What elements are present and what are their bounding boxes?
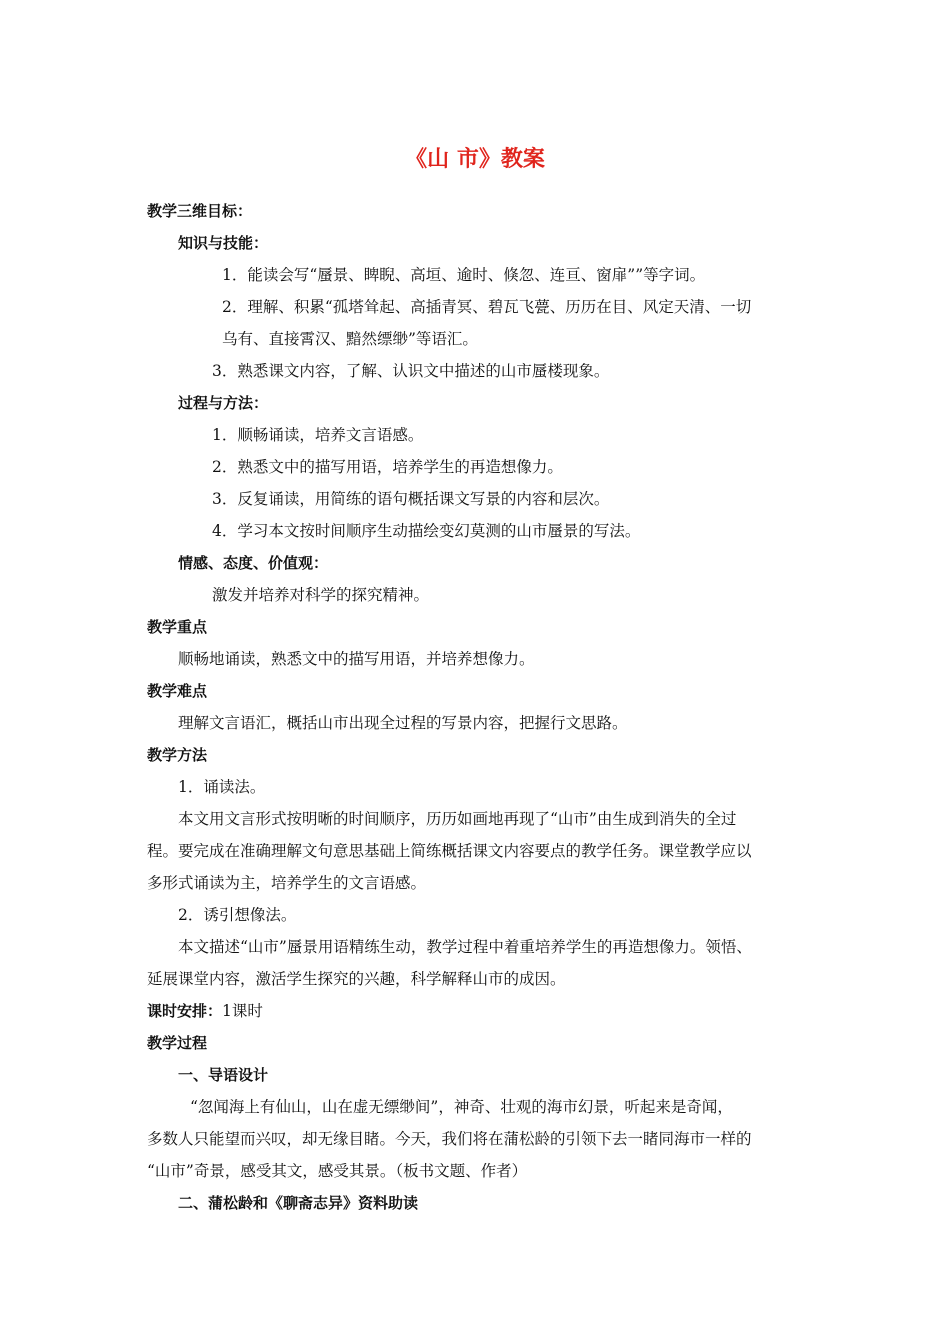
knowledge-item-3: 3．熟悉课文内容，了解、认识文中描述的山市蜃楼现象。	[212, 362, 610, 380]
method-2: 2．诱引想像法。	[178, 906, 297, 924]
intro-para-line-2: 多数人只能望而兴叹，却无缘目睹。今天，我们将在蒲松龄的引领下去一睹同海市一样的	[147, 1130, 752, 1148]
method-2-para-line-2: 延展课堂内容，激活学生探究的兴趣，科学解释山市的成因。	[147, 970, 566, 988]
values-text: 激发并培养对科学的探究精神。	[212, 586, 430, 604]
difficulties-text: 理解文言语汇，概括山市出现全过程的写景内容，把握行文思路。	[178, 714, 628, 732]
subheading-process: 过程与方法：	[178, 394, 269, 412]
heading-key-points: 教学重点	[147, 618, 208, 636]
method-1-para-line-2: 程。要完成在准确理解文句意思基础上简练概括课文内容要点的教学任务。课堂教学应以	[147, 842, 752, 860]
heading-methods: 教学方法	[147, 746, 208, 764]
subheading-knowledge: 知识与技能：	[178, 234, 269, 252]
knowledge-item-2-cont: 乌有、直接霄汉、黯然缥缈”等语汇。	[222, 330, 478, 348]
process-item-2: 2．熟悉文中的描写用语，培养学生的再造想像力。	[212, 458, 563, 476]
heading-objectives: 教学三维目标：	[147, 202, 253, 220]
intro-para-line-1: “忽闻海上有仙山，山在虚无缥缈间”，神奇、壮观的海市幻景，听起来是奇闻，	[190, 1098, 733, 1116]
heading-process: 教学过程	[147, 1034, 208, 1052]
subheading-values: 情感、态度、价值观：	[178, 554, 329, 572]
knowledge-item-1: 1．能读会写“蜃景、睥睨、高垣、逾时、倏忽、连亘、窗扉””等字词。	[222, 266, 706, 284]
heading-difficulties: 教学难点	[147, 682, 208, 700]
process-item-4: 4．学习本文按时间顺序生动描绘变幻莫测的山市蜃景的写法。	[212, 522, 641, 540]
section-author-heading: 二、蒲松龄和《聊斋志异》资料助读	[178, 1194, 419, 1212]
document-title: 《山 市》教案	[405, 147, 545, 172]
method-1-para-line-3: 多形式诵读为主，培养学生的文言语感。	[147, 874, 427, 892]
intro-para-line-3: “山市”奇景，感受其文，感受其景。（板书文题、作者）	[147, 1162, 528, 1180]
knowledge-item-2: 2．理解、积累“孤塔耸起、高插青冥、碧瓦飞甍、历历在目、风定天清、一切	[222, 298, 752, 316]
schedule-line	[147, 1000, 263, 1022]
schedule-value: 1课时	[222, 1002, 263, 1020]
key-points-text: 顺畅地诵读，熟悉文中的描写用语，并培养想像力。	[178, 650, 535, 668]
schedule-label: 课时安排：	[147, 1002, 223, 1020]
method-1: 1．诵读法。	[178, 778, 266, 796]
section-intro-heading: 一、导语设计	[178, 1066, 269, 1084]
method-2-para-line-1: 本文描述“山市”蜃景用语精练生动，教学过程中着重培养学生的再造想像力。领悟、	[178, 938, 752, 956]
process-item-1: 1．顺畅诵读，培养文言语感。	[212, 426, 424, 444]
method-1-para-line-1: 本文用文言形式按明晰的时间顺序，历历如画地再现了“山市”由生成到消失的全过	[178, 810, 737, 828]
process-item-3: 3．反复诵读，用简练的语句概括课文写景的内容和层次。	[212, 490, 610, 508]
